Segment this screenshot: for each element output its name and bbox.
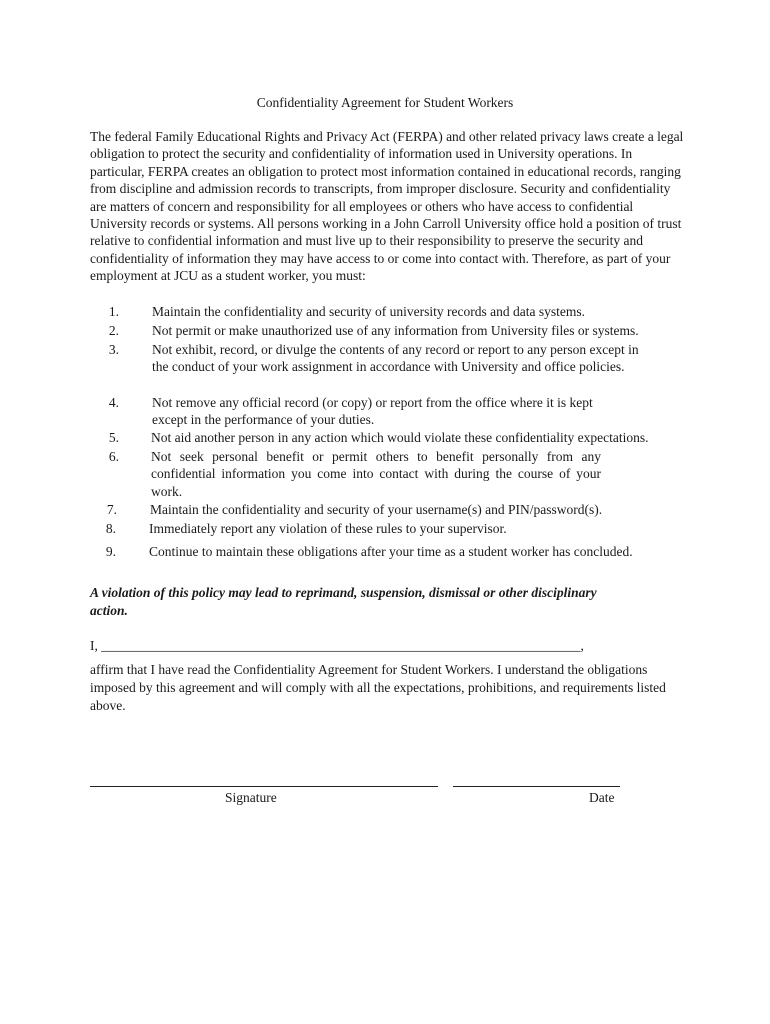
item-text: Immediately report any violation of these rules to your supervisor. (149, 521, 507, 536)
item-number: 7. (106, 502, 117, 517)
item-number: 2. (108, 323, 119, 338)
item-number: 5. (108, 430, 119, 445)
item-number: 3. (108, 342, 119, 357)
item-number: 8. (105, 521, 116, 536)
intro-paragraph: The federal Family Educational Rights and Privacy Act (FERPA) and other related privacy laws create a legal obligation to protect the security and confidentiality of information used in University operations. In particular, FERPA creates an obligation to protect most information contained in educational records, ranging from discipline and admission records to transcripts, from improper disclosure. Security and confidentiality are matters of concern and responsibility for all employees or others who have access to confidential University records or systems. All persons working in a John Carroll University office hold a position of trust relative to confidential information and must live up to their responsibility to preserve the security and confidentiality of information they may have access to or come into contact with. Therefore, as part of your employment at JCU as a student worker, you must: (90, 129, 684, 284)
item-text: Continue to maintain these obligations after your time as a student worker has concluded. (149, 544, 633, 559)
signature-line (90, 786, 438, 787)
item-text: Not aid another person in any action which would violate these confidentiality expectations. (151, 430, 649, 445)
violation-warning: A violation of this policy may lead to reprimand, suspension, dismissal or other disciplinary action. (90, 585, 597, 618)
item-number: 6. (108, 449, 119, 464)
signature-label: Signature (225, 790, 277, 805)
item-text: Not permit or make unauthorized use of any information from University files or systems. (152, 323, 639, 338)
item-text: Maintain the confidentiality and security of university records and data systems. (152, 304, 586, 319)
item-number: 1. (108, 304, 119, 319)
document-title: Confidentiality Agreement for Student Workers (256, 95, 514, 110)
date-line (453, 786, 620, 787)
affirmation-paragraph: affirm that I have read the Confidentiality Agreement for Student Workers. I understand the obligations imposed by this agreement and will comply with all the expectations, prohibitions, and requirements listed above. (90, 662, 666, 713)
item-text: Maintain the confidentiality and security of your username(s) and PIN/password(s). (150, 502, 603, 517)
item-text: Not exhibit, record, or divulge the contents of any record or report to any person except in the conduct of your work assignment in accordance with University and office policies. (152, 342, 639, 375)
item-text: Not seek personal benefit or permit others to benefit personally from any confidential information you come into contact with during the course of your work. (151, 449, 601, 499)
item-number: 4. (108, 395, 119, 410)
item-text: Not remove any official record (or copy) or report from the office where it is kept except in the performance of your duties. (152, 395, 593, 428)
item-number: 9. (105, 544, 116, 559)
date-label: Date (589, 790, 615, 805)
name-fill-line: I, _______________________________________________________________________, (90, 638, 584, 653)
